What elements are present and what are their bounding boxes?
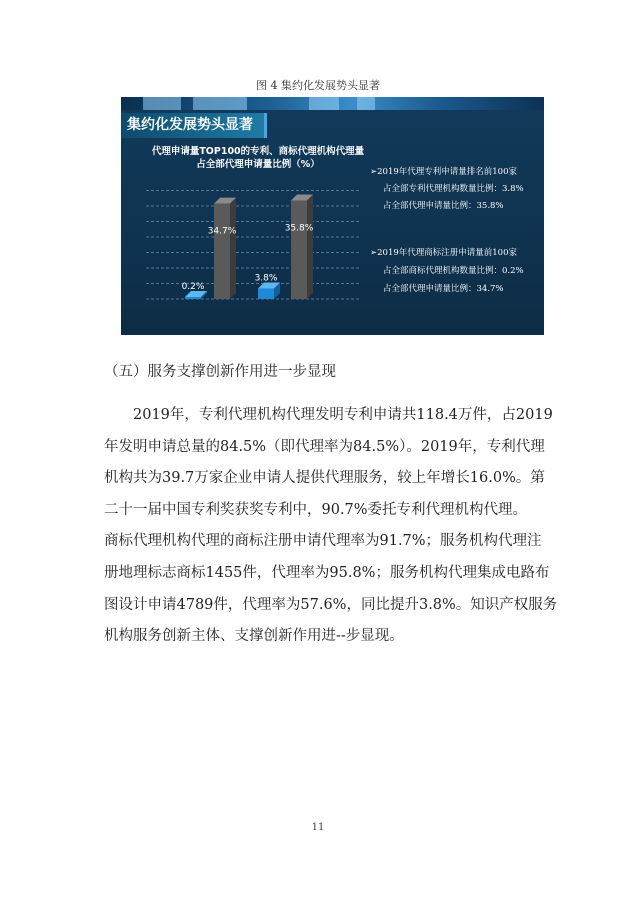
body-line: 年发明申请总量的84.5%（即代理率为84.5%）。2019年，专利代理 (104, 438, 545, 455)
panel-title: 集约化发展势头显著 (121, 113, 267, 138)
body-line: 二十一届中国专利奖获奖专利中，90.7%委托专利代理机构代理。 (104, 501, 528, 518)
body-line: 图设计申请4789件，代理率为57.6%，同比提升3.8%。知识产权服务 (104, 596, 558, 613)
body-line: 册地理标志商标1455件，代理率为95.8%；服务机构代理集成电路布 (104, 564, 550, 581)
section-heading: （五）服务支撑创新作用进一步显现 (104, 364, 336, 380)
chart-gridlines (146, 191, 361, 300)
bar-side (307, 195, 313, 299)
bar-value-label: 3.8% (254, 273, 278, 284)
bar-value-label: 0.2% (181, 282, 205, 292)
bar-4 (285, 195, 314, 299)
body-line: 机构服务创新主体、支撑创新作用进--步显现。 (104, 628, 404, 645)
chart-title-line-2: 占全部代理申请量比例（%） (196, 159, 320, 170)
trademark-agency-share: 占全部商标代理机构数量比例：0.2% (383, 266, 524, 276)
patent-app-share: 占全部代理申请量比例：35.8% (383, 201, 504, 211)
bar-front (291, 201, 307, 299)
bar-front (214, 204, 230, 299)
chart-title-line-1: 代理申请量TOP100的专利、商标代理机构代理量 (151, 146, 365, 157)
patent-agency-share: 占全部专利代理机构数量比例：3.8% (383, 184, 524, 194)
patent-annotation-head: ➢2019年代理专利申请量排名前100家 (370, 167, 517, 177)
trademark-annotation-head: ➢2019年代理商标注册申请量前100家 (370, 248, 517, 258)
body-line: 机构共为39.7万家企业申请人提供代理服务，较上年增长16.0%。第 (104, 470, 545, 487)
bar-value-label: 34.7% (207, 226, 237, 237)
bar-front (258, 289, 274, 299)
trademark-app-share: 占全部代理申请量比例：34.7% (383, 284, 504, 294)
body-paragraph (104, 400, 558, 653)
figure-caption: 图 4 集约化发展势头显著 (256, 79, 380, 92)
figure-panel (121, 97, 544, 335)
page-number: 11 (311, 822, 325, 833)
bar-front (185, 297, 201, 299)
bar-value-label: 35.8% (284, 223, 314, 234)
bar-side (230, 198, 236, 299)
body-line: 2019年，专利代理机构代理发明专利申请共118.4万件，占2019 (104, 407, 553, 423)
bar-chart (121, 97, 544, 335)
body-line: 商标代理机构代理的商标注册申请代理率为91.7%；服务机构代理注 (104, 533, 542, 550)
bar-1 (182, 282, 207, 299)
bar-3 (255, 274, 280, 299)
